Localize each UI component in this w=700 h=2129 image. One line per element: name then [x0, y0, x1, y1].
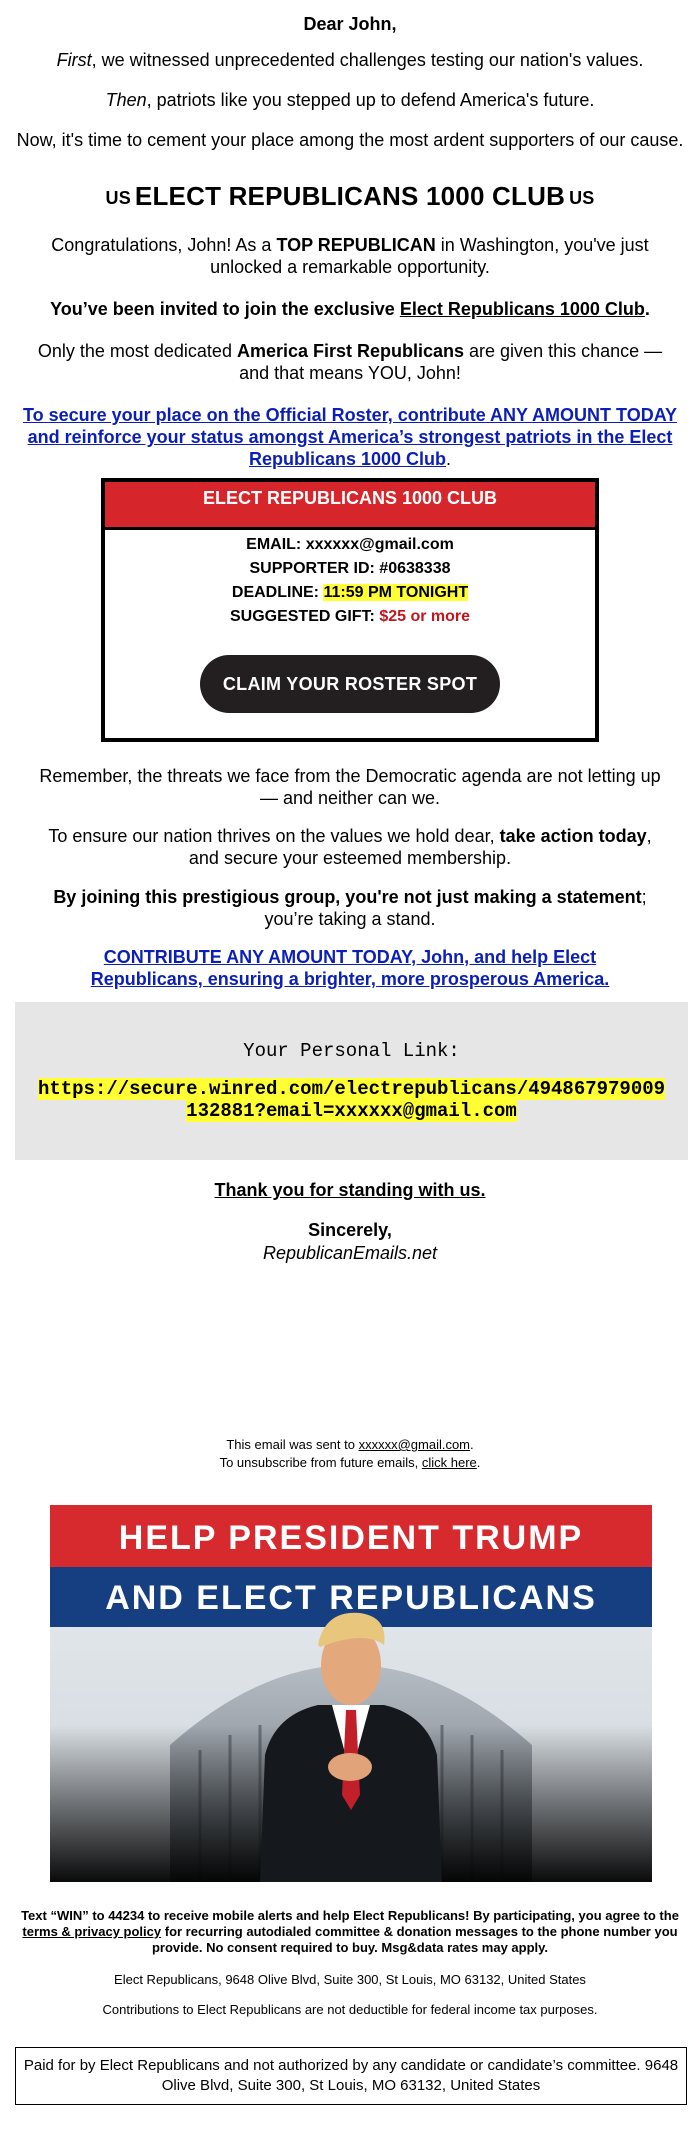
sent-to-email-link[interactable]: xxxxxx@gmail.com [358, 1437, 471, 1452]
clasped-hands [328, 1753, 372, 1781]
personal-link-url[interactable]: https://secure.winred.com/electrepublicans/494867979009132881?email=xxxxxx@gmail.com [37, 1078, 666, 1122]
tax-note: Contributions to Elect Republicans are not deductible for federal income tax purposes. [102, 2002, 598, 2017]
personal-link-label: Your Personal Link: [243, 1040, 460, 1062]
roster-card-header: ELECT REPUBLICANS 1000 CLUB [105, 482, 595, 530]
intro-paragraph-3: Now, it's time to cement your place among the most ardent supporters of our cause. [16, 130, 684, 150]
card-email-row: EMAIL: xxxxxx@gmail.com [246, 536, 454, 553]
gift-amount: $25 or more [379, 608, 471, 625]
deadline-highlight: 11:59 PM TONIGHT [323, 584, 469, 601]
card-supporter-row: SUPPORTER ID: #0638338 [249, 560, 451, 577]
unsubscribe-line: To unsubscribe from future emails, click here. [219, 1455, 481, 1470]
banner-line-2: AND ELECT REPUBLICANS [105, 1579, 597, 1617]
claim-roster-spot-button[interactable]: CLAIM YOUR ROSTER SPOT [200, 655, 500, 713]
intro-emphasis-first: First [56, 50, 92, 70]
personal-link-box [15, 1002, 688, 1160]
congrats-paragraph: Congratulations, John! As a TOP REPUBLICAN in Washington, you've just unlocked a remarkable opportunity. [51, 235, 649, 277]
sent-to-line: This email was sent to xxxxxx@gmail.com. [226, 1437, 474, 1452]
remember-paragraph: Remember, the threats we face from the Democratic agenda are not letting up — and neither can we. [39, 766, 661, 808]
secure-roster-link[interactable]: To secure your place on the Official Roster, contribute ANY AMOUNT TODAY and reinforce your status amongst America’s strongest patriots in the Elect Republicans 1000 Club [22, 405, 678, 469]
dedicated-paragraph: Only the most dedicated America First Republicans are given this chance — and that means YOU, John! [37, 341, 663, 383]
contribute-paragraph [0, 946, 700, 990]
unsubscribe-link[interactable]: click here [421, 1455, 477, 1470]
contribute-link[interactable]: CONTRIBUTE ANY AMOUNT TODAY, John, and help Elect Republicans, ensuring a brighter, more prosperous America. [90, 947, 610, 989]
card-deadline-row: DEADLINE: 11:59 PM TONIGHT [231, 584, 469, 601]
club-title: US ELECT REPUBLICANS 1000 CLUB US [105, 181, 595, 211]
secure-paragraph: To secure your place on the Official Roster, contribute ANY AMOUNT TODAY and reinforce your status amongst America’s strongest patriots in the Elect Republicans 1000 Club. [22, 405, 678, 469]
intro-emphasis-then: Then [105, 90, 147, 110]
greeting: Dear John, [303, 14, 397, 34]
us-flag-icon: US [105, 187, 131, 208]
us-flag-icon: US [569, 187, 595, 208]
thanks-text: Thank you for standing with us. [214, 1180, 486, 1200]
roster-card [101, 478, 599, 742]
signature-text: RepublicanEmails.net [262, 1243, 438, 1263]
joining-paragraph: By joining this prestigious group, you're not just making a statement; you’re taking a stand. [53, 887, 647, 929]
club-name-underlined: Elect Republicans 1000 Club [399, 299, 645, 319]
invite-paragraph: You’ve been invited to join the exclusive Elect Republicans 1000 Club. [50, 299, 650, 319]
sincerely-text: Sincerely, [308, 1220, 392, 1240]
sms-disclaimer: Text “WIN” to 44234 to receive mobile alerts and help Elect Republicans! By participating, you agree to the terms & privacy policy for recurring autodialed committee & donation messages to the phone number you provide. No consent required to buy. Msg&data rates may apply. [21, 1908, 679, 1955]
ensure-paragraph: To ensure our nation thrives on the values we hold dear, take action today, and secure your esteemed membership. [48, 826, 652, 868]
trump-banner-image[interactable] [50, 1505, 652, 1882]
intro-paragraph-1: First, we witnessed unprecedented challenges testing our nation's values. [56, 50, 644, 70]
terms-privacy-link[interactable]: terms & privacy policy [22, 1924, 162, 1939]
roster-card-details [105, 530, 595, 713]
intro-paragraph-2: Then, patriots like you stepped up to defend America's future. [105, 90, 595, 110]
address-line: Elect Republicans, 9648 Olive Blvd, Suite 300, St Louis, MO 63132, United States [114, 1972, 586, 1987]
paid-for-notice: Paid for by Elect Republicans and not authorized by any candidate or candidate’s committee. 9648 Olive Blvd, Suite 300, St Louis, MO 63132, United States [15, 2047, 687, 2105]
card-gift-row: SUGGESTED GIFT: $25 or more [229, 608, 471, 625]
banner-line-1: HELP PRESIDENT TRUMP [118, 1519, 584, 1557]
